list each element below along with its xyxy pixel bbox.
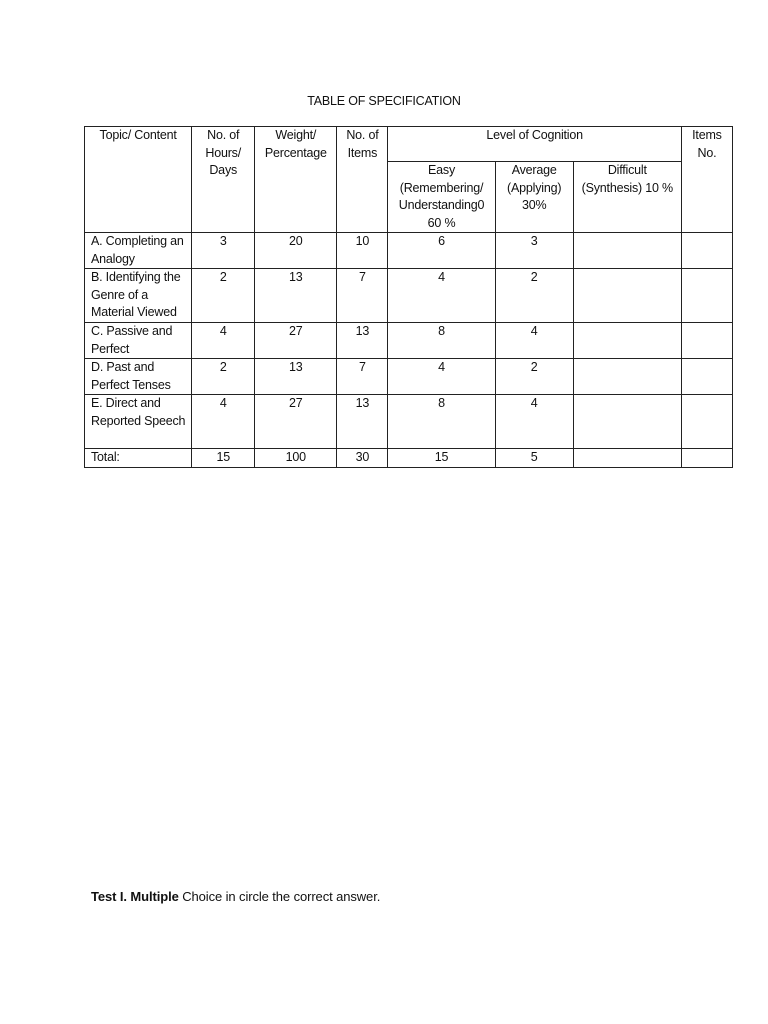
header-difficult: Difficult (Synthesis) 10 %: [573, 162, 681, 233]
cell-topic: B. Identifying the Genre of a Material Viewed: [85, 269, 192, 323]
table-row: [85, 269, 733, 323]
cell-items-no: [681, 395, 732, 449]
header-average: Average (Applying) 30%: [495, 162, 573, 233]
header-level-of-cognition: Level of Cognition: [388, 127, 681, 162]
cell-difficult: [573, 269, 681, 323]
cell-average: 2: [495, 269, 573, 323]
cell-weight: 27: [255, 395, 337, 449]
cell-difficult: [573, 395, 681, 449]
cell-items: 7: [337, 269, 388, 323]
cell-average: 4: [495, 323, 573, 359]
header-easy: Easy (Remembering/ Understanding0 60 %: [388, 162, 495, 233]
header-items-no: Items No.: [681, 127, 732, 233]
total-easy: 15: [388, 449, 495, 468]
cell-difficult: [573, 233, 681, 269]
cell-items-no: [681, 323, 732, 359]
test-instruction: [91, 889, 380, 904]
cell-hours: 4: [192, 323, 255, 359]
cell-topic: C. Passive and Perfect: [85, 323, 192, 359]
cell-weight: 27: [255, 323, 337, 359]
cell-weight: 20: [255, 233, 337, 269]
cell-easy: 8: [388, 323, 495, 359]
header-row: [85, 127, 733, 162]
cell-average: 2: [495, 359, 573, 395]
test-label: Test I. Multiple: [91, 889, 179, 904]
total-row: [85, 449, 733, 468]
cell-difficult: [573, 359, 681, 395]
cell-items-no: [681, 233, 732, 269]
header-hours: No. of Hours/ Days: [192, 127, 255, 233]
document-title: TABLE OF SPECIFICATION: [307, 94, 461, 108]
cell-average: 4: [495, 395, 573, 449]
table-row: [85, 233, 733, 269]
cell-difficult: [573, 323, 681, 359]
cell-topic: D. Past and Perfect Tenses: [85, 359, 192, 395]
cell-weight: 13: [255, 359, 337, 395]
cell-easy: 6: [388, 233, 495, 269]
test-instruction-text: Choice in circle the correct answer.: [178, 889, 381, 904]
header-weight: Weight/ Percentage: [255, 127, 337, 233]
total-weight: 100: [255, 449, 337, 468]
total-items: 30: [337, 449, 388, 468]
total-difficult: [573, 449, 681, 468]
cell-hours: 3: [192, 233, 255, 269]
cell-items: 13: [337, 323, 388, 359]
header-items: No. of Items: [337, 127, 388, 233]
cell-items-no: [681, 359, 732, 395]
cell-hours: 2: [192, 359, 255, 395]
cell-topic: E. Direct and Reported Speech: [85, 395, 192, 449]
cell-items: 13: [337, 395, 388, 449]
cell-easy: 8: [388, 395, 495, 449]
cell-items: 10: [337, 233, 388, 269]
table-row: [85, 323, 733, 359]
table-row: [85, 359, 733, 395]
cell-weight: 13: [255, 269, 337, 323]
cell-hours: 2: [192, 269, 255, 323]
header-topic: Topic/ Content: [85, 127, 192, 233]
total-label: Total:: [85, 449, 192, 468]
cell-topic: A. Completing an Analogy: [85, 233, 192, 269]
cell-items: 7: [337, 359, 388, 395]
total-items-no: [681, 449, 732, 468]
total-hours: 15: [192, 449, 255, 468]
table-row: [85, 395, 733, 449]
total-average: 5: [495, 449, 573, 468]
cell-average: 3: [495, 233, 573, 269]
specification-table: [84, 126, 733, 468]
cell-items-no: [681, 269, 732, 323]
cell-easy: 4: [388, 269, 495, 323]
cell-easy: 4: [388, 359, 495, 395]
cell-hours: 4: [192, 395, 255, 449]
